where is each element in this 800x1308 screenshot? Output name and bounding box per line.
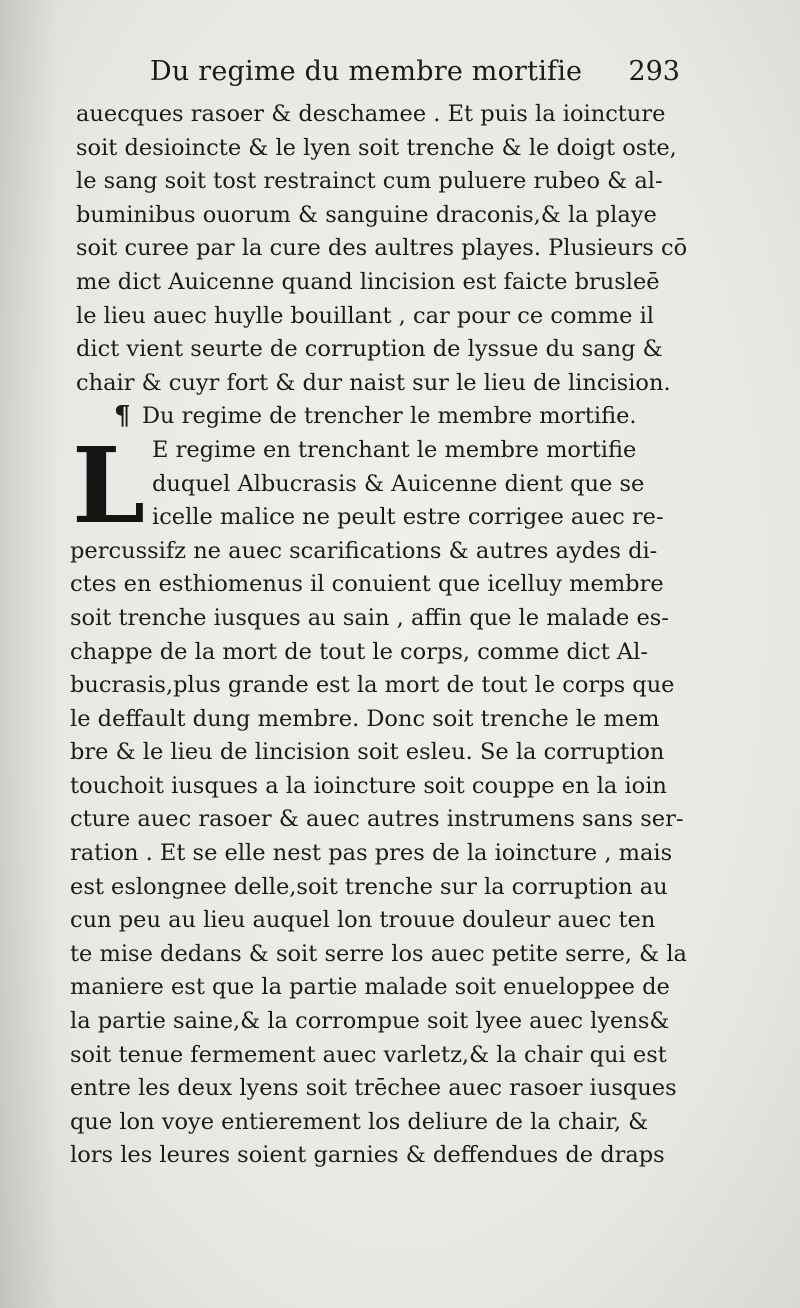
running-head [150,52,680,92]
text-line: auecques rasoer & deschamee . Et puis la ioincture [76,101,666,127]
text-line: cun peu au lieu auquel lon trouue douleur auec ten [70,907,656,934]
text-line: maniere est que la partie malade soit enueloppee de [70,974,670,1001]
text-line: dict vient seurte de corruption de lyssue du sang & [76,336,663,363]
text-line: la partie saine,& la corrompue soit lyee auec lyens& [70,1008,670,1035]
text-line: ration . Et se elle nest pas pres de la ioincture , mais [70,840,673,867]
text-line: le lieu auec huylle bouillant , car pour ce comme il [76,302,654,329]
text-line: soit tenue fermement auec varletz,& la chair qui est [70,1041,667,1068]
text-line: bre & le lieu de lincision soit esleu. Se la corruption [70,739,665,766]
running-title: Du regime du membre mortifie [150,56,583,87]
text-line: buminibus ouorum & sanguine draconis,& la playe [76,201,657,228]
text-line: percussifz ne auec scarifications & autres aydes di- [70,537,658,564]
text-line: me dict Auicenne quand lincision est faicte brusleē [76,268,660,295]
text-line: soit trenche iusques au sain , affin que le malade es- [70,604,669,631]
text-line: soit curee par la cure des aultres playes. Plusieurs cō [76,235,688,262]
text-line: est eslongnee delle,soit trenche sur la corruption au [70,873,668,900]
text-line: cture auec rasoer & auec autres instrumens sans ser- [70,806,684,833]
text-line: chair & cuyr fort & dur naist sur le lieu de lincision. [76,369,671,396]
text-line: bucrasis,plus grande est la mort de tout le corps que [70,672,675,699]
section-heading: Du regime de trencher le membre mortifie. [142,403,637,430]
text-line: icelle malice ne peult estre corrigee auec re- [152,504,664,531]
text-line: E regime en trenchant le membre mortifie [152,436,637,463]
section-heading-line [70,400,690,434]
text-line: lors les leures soient garnies & deffendues de draps [70,1142,665,1169]
text-line: te mise dedans & soit serre los auec petite serre, & la [70,940,687,967]
text-line: chappe de la mort de tout le corps, comme dict Al- [70,638,648,665]
text-line: touchoit iusques a la ioincture soit couppe en la ioin [70,772,667,799]
pilcrow-icon: ¶ [114,401,131,432]
text-line: que lon voye entierement los deliure de la chair, & [70,1108,649,1135]
text-line: le deffault dung membre. Donc soit trenche le mem [70,705,660,732]
drop-cap-letter: L [72,423,146,547]
text-line: duquel Albucrasis & Auicenne dient que se [152,470,645,497]
body-text [70,98,690,1173]
page-edge-shadow [0,0,60,1308]
text-line: soit desioincte & le lyen soit trenche & le doigt oste, [76,134,677,161]
text-line: ctes en esthiomenus il conuient que icelluy membre [70,571,664,598]
dropcap-paragraph [70,423,690,547]
text-line: le sang soit tost restrainct cum puluere rubeo & al- [76,168,663,195]
page-number: 293 [628,56,680,87]
text-line: entre les deux lyens soit trēchee auec rasoer iusques [70,1075,677,1102]
